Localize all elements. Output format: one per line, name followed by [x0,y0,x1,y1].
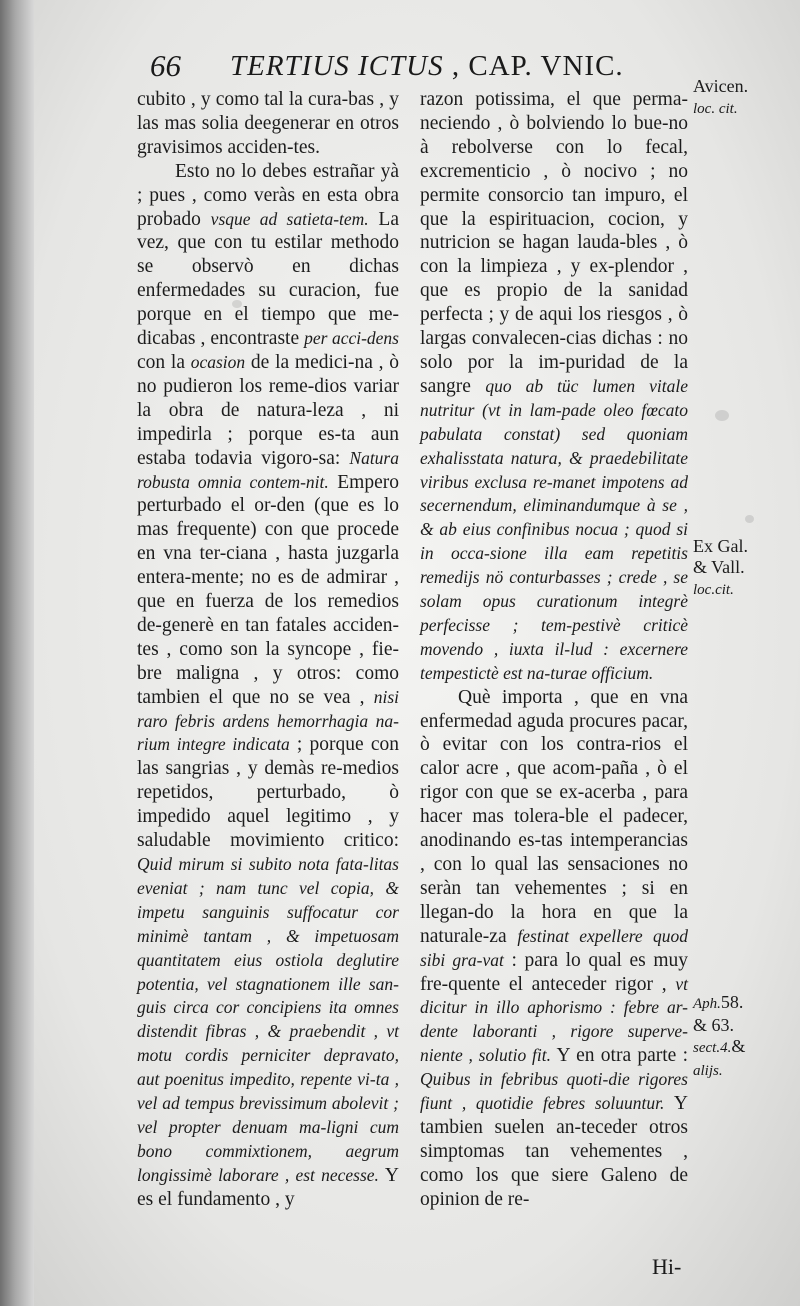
margin-note-galen: Ex Gal. & Vall. loc.cit. [693,536,748,598]
catchword: Hi- [652,1254,682,1279]
running-title-rest: , CAP. VNIC. [451,50,624,82]
paragraph: razon potissima, el que perma-neciendo , ò bolviendo lo bue-no à rebolverse con lo fecal, excrementicio , ò nocivo ; no permite consorcio tan impuro, el que la espirituacion, cocion, y nutricion se hagan lauda-bles , ò con la limpieza , y ex-plendor , que es propio de la sanidad perfecta ; y de aqui los riesgos , ò largas convalecen-cias dichas : no solo por la im-puridad de la sangre quo ab tüc lumen vitale nutritur (vt in lam-pade oleo fœcato pabulata constat) sed quoniam exhalisstata natura, & praedebilitate viribus exclusa re-manet impotens ad secernendum, eliminandumque à se , & ab eius confinibus nocua ; quod si in occa-sione illa eam repetitis remedijs nö conturbasses ; crede , se solam opus curationum integrè perfecisse ; tem-pestivè criticè movendo , iuxta il-lud : excernere tempestictè est na-turae officium. [420,89,688,683]
paragraph: cubito , y como tal la cura-bas , y las mas solia deegenerar en otros gravisimos acciden-tes. [137,89,399,158]
running-header [150,48,630,84]
left-text-column [137,88,399,1212]
running-title-italic: TERTIUS ICTUS [230,50,444,82]
margin-note-avicenna: Avicen. loc. cit. [693,76,749,117]
margin-note-aphorism: Aph.58. & 63. sect.4.& alijs. [693,992,746,1079]
right-text-column [420,88,688,1212]
ink-spot [745,515,754,523]
paragraph: Esto no lo debes estrañar yà ; pues , como veràs en esta obra probado vsque ad satieta-tem. La vez, que con tu estilar methodo se observò en dichas enfermedades su curacion, fue porque en el tiempo que me-dicabas , encontraste per acci-dens con la ocasion de la medici-na , ò no pudieron los reme-dios variar la obra de natura-leza , ni impedirla ; porque es-ta aun estaba todavia vigoro-sa: Natura robusta omnia contem-nit. Empero perturbado el or-den (que es lo mas frequente) con que procede en vna ter-ciana , hasta juzgarla entera-mente; no es de admirar , que en fuerza de los remedios de-generè en tan fatales acciden-tes , como son la syncope , fie-bre maligna , y otros: como tambien el que no se vea , nisi raro febris ardens hemorrhagia na-rium integre indicata ; porque con las sangrias , y demàs re-medios repetidos, perturbado, ò impedido aquel legitimo , y saludable movimiento critico: Quid mirum si subito nota fata-litas eveniat ; nam tunc vel copia, & impetu sanguinis suffocatur cor minimè tantam , & impetuosam quantitatem eius ostiola deglutire potentia, vel stagnationem ille san-guis circa cor concipiens ita omnes distendit fibras , & praebendit , vt motu cordis perniciter depravato, aut poenitus impedito, repente vi-ta , vel ad tempus brevissimum abolevit ; vel propter denuam ma-ligni cum bono commixtionem, aegrum longissimè laborare , est necesse. Y es el fundamento , y [137,160,400,1210]
book-spine-shadow [0,0,34,1306]
ink-spot [715,410,729,421]
paragraph: Què importa , que en vna enfermedad aguda procures pacar, ò evitar con los contra-rios el calor acre , que acom-paña , ò el rigor con que se ex-acerba , para hacer mas tolera-ble el padecer, anodinando es-tas intemperancias , con lo qual las sensaciones no seràn tan vehementes ; si en llegan-do la hora en que la naturale-za festinat expellere quod sibi gra-vat : para lo qual es muy fre-quente el anteceder rigor , vt dicitur in illo aphorismo : febre ar-dente laboranti , rigore superve-niente , solutio fit. Y en otra parte : Quibus in febribus quoti-die rigores fiunt , quotidie febres soluuntur. Y tambien suelen an-teceder otros simptomas tan vehementes , como los que siere Galeno de opinion de re- [420,686,688,1210]
page-number: 66 [150,48,181,83]
running-title [230,50,624,83]
